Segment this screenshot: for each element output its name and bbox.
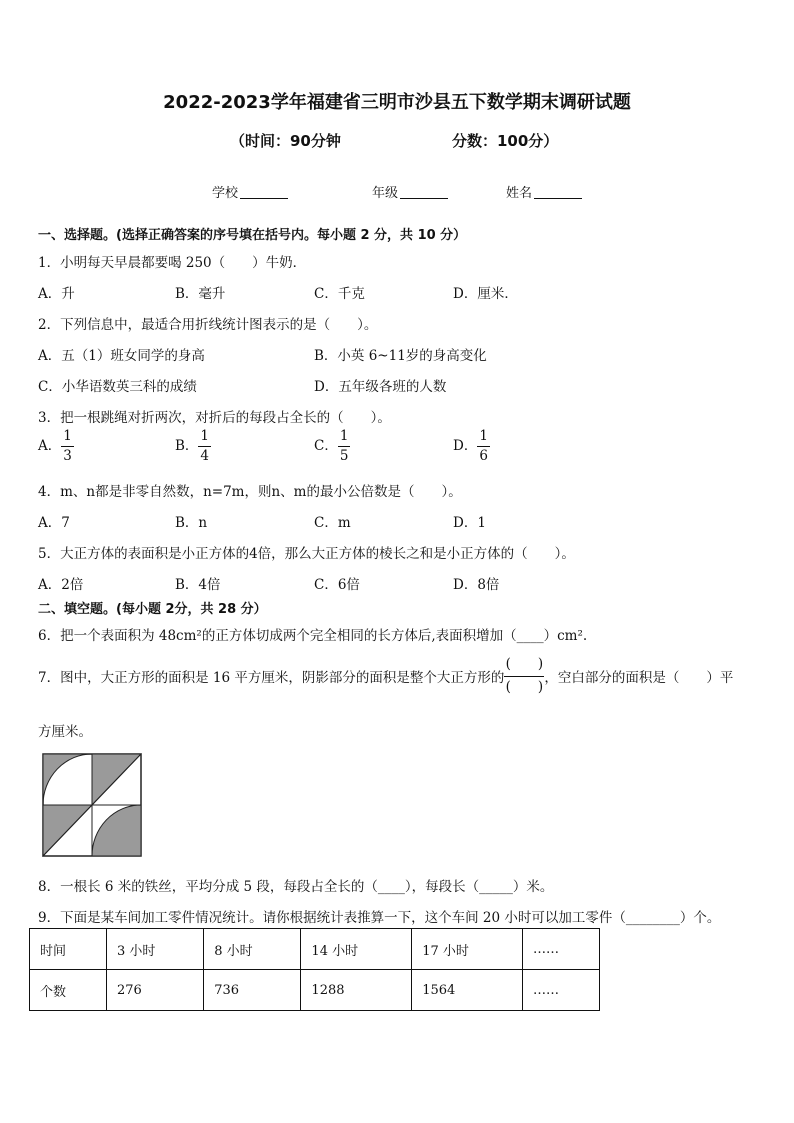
- q3-option-c: [314, 430, 350, 463]
- question-9: 9．下面是某车间加工零件情况统计。请你根据统计表推算一下，这个车间 20 小时可以加工零件（________）个。: [38, 910, 721, 926]
- exam-score: 分数：100分）: [452, 132, 559, 150]
- fraction-one-sixth: [477, 430, 490, 463]
- q4-option-c: C．m: [314, 515, 351, 531]
- q5-option-a: A．2倍: [38, 577, 84, 593]
- grade-label: 年级: [372, 186, 399, 201]
- q5-option-d: D．8倍: [453, 577, 500, 593]
- table-cell: 时间: [30, 929, 107, 970]
- q3-c-numerator: 1: [339, 428, 349, 444]
- q5-option-b: B．4倍: [175, 577, 221, 593]
- q7-square-figure: [42, 753, 142, 857]
- table-cell: 3 小时: [106, 929, 203, 970]
- question-8: 8．一根长 6 米的铁丝，平均分成 5 段，每段占全长的（____），每段长（_____）米。: [38, 879, 554, 895]
- q1-option-b: B．毫升: [175, 286, 226, 302]
- school-blank: [240, 186, 288, 199]
- table-cell: 14 小时: [301, 929, 412, 970]
- q3-option-a-label: A．: [38, 438, 62, 454]
- school-field: [212, 182, 288, 201]
- table-cell: 1288: [301, 970, 412, 1011]
- q3-d-numerator: 1: [479, 428, 488, 444]
- q3-option-a: [38, 430, 74, 463]
- table-cell: 17 小时: [412, 929, 523, 970]
- exam-time: （时间：90分钟: [230, 132, 341, 150]
- q3-option-d: [453, 430, 490, 463]
- q3-option-b-label: B．: [175, 438, 199, 454]
- grade-blank: [400, 186, 448, 199]
- table-cell: 1564: [412, 970, 523, 1011]
- q3-a-denominator: 3: [63, 447, 72, 464]
- section-choice-heading: 一、选择题。(选择正确答案的序号填在括号内。每小题 2 分，共 10 分）: [38, 228, 467, 243]
- table-row: [30, 929, 600, 970]
- q7-fraction-denominator: ( ): [504, 676, 544, 695]
- question-2: 2．下列信息中，最适合用折线统计图表示的是（ ）。: [38, 317, 378, 333]
- question-6: 6．把一个表面积为 48cm²的正方体切成两个完全相同的长方体后,表面积增加（____）cm².: [38, 628, 588, 644]
- question-7: [38, 658, 733, 694]
- q1-option-a: A．升: [38, 286, 75, 302]
- q1-option-d: D．厘米．: [453, 286, 518, 302]
- q7-text-part1: 7．图中，大正方形的面积是 16 平方厘米，阴影部分的面积是整个大正方形的: [38, 670, 505, 686]
- page-title: 2022-2023学年福建省三明市沙县五下数学期末调研试题: [163, 92, 631, 113]
- table-cell: ……: [523, 929, 600, 970]
- question-5: 5．大正方体的表面积是小正方体的4倍，那么大正方体的棱长之和是小正方体的（ ）。: [38, 546, 575, 562]
- name-field: [506, 182, 582, 201]
- q4-option-b: B．n: [175, 515, 208, 531]
- fraction-one-fifth: [338, 430, 351, 463]
- q4-option-a: A．7: [38, 515, 70, 531]
- q2-option-b: B．小英 6~11岁的身高变化: [314, 348, 487, 364]
- q4-option-d: D．1: [453, 515, 486, 531]
- q7-text-part2: ，空白部分的面积是（ ）平: [544, 670, 734, 686]
- name-blank: [534, 186, 582, 199]
- q3-option-c-label: C．: [314, 438, 338, 454]
- school-label: 学校: [212, 186, 239, 201]
- table-cell: 736: [204, 970, 301, 1011]
- table-cell: 8 小时: [204, 929, 301, 970]
- table-row: [30, 970, 600, 1011]
- q7-fraction-numerator: ( ): [505, 656, 544, 672]
- q5-option-c: C．6倍: [314, 577, 360, 593]
- statistics-table: [29, 928, 600, 1011]
- section-fill-heading: 二、填空题。(每小题 2分，共 28 分）: [38, 602, 267, 617]
- q1-option-c: C．千克: [314, 286, 365, 302]
- grade-field: [372, 182, 448, 201]
- q2-option-d: D．五年级各班的人数: [314, 379, 447, 395]
- q3-b-denominator: 4: [200, 447, 210, 464]
- table-cell: 276: [106, 970, 203, 1011]
- fraction-one-fourth: [198, 430, 211, 463]
- name-label: 姓名: [506, 186, 533, 201]
- q3-c-denominator: 5: [339, 447, 349, 464]
- q3-option-b: [175, 430, 211, 463]
- q2-option-c: C．小华语数英三科的成绩: [38, 379, 197, 395]
- table-cell: 个数: [30, 970, 107, 1011]
- q7-text-continued: 方厘米。: [38, 724, 92, 740]
- q3-d-denominator: 6: [479, 447, 488, 464]
- q3-b-numerator: 1: [200, 428, 210, 444]
- q3-option-d-label: D．: [453, 438, 478, 454]
- q7-fraction-blank: [504, 658, 544, 694]
- q2-option-a: A．五（1）班女同学的身高: [38, 348, 205, 364]
- question-3: 3．把一根跳绳对折两次，对折后的每段占全长的（ ）。: [38, 410, 391, 426]
- question-4: 4．m、n都是非零自然数，n=7m，则n、m的最小公倍数是（ ）。: [38, 484, 462, 500]
- question-1: 1．小明每天早晨都要喝 250（ ）牛奶．: [38, 255, 307, 271]
- table-cell: ……: [523, 970, 600, 1011]
- q3-a-numerator: 1: [63, 428, 72, 444]
- fraction-one-third: [61, 430, 74, 463]
